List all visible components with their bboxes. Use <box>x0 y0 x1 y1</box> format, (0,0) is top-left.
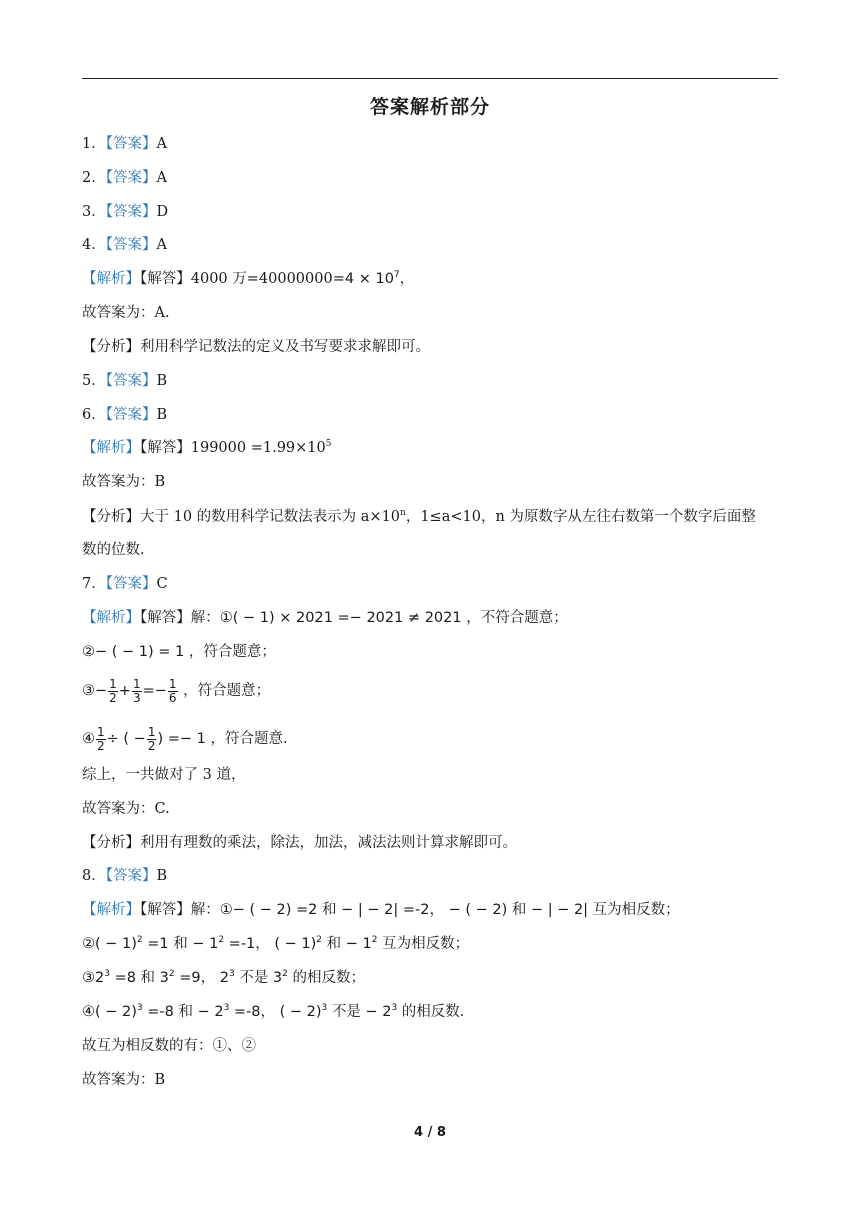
conclusion-8: 故答案为：B <box>82 1072 166 1088</box>
expr: =-1， ( − 1) <box>224 936 317 952</box>
header-rule <box>82 78 778 79</box>
answer-tag: 【答案】 <box>105 237 157 253</box>
fraction <box>168 678 178 705</box>
answer-value: A <box>156 237 167 253</box>
equation-3-part: ③− <box>82 683 108 699</box>
expr: 互为相反数； <box>377 936 470 952</box>
note-7: 【分析】利用有理数的乘法，除法，加法，减法法则计算求解即可。 <box>82 835 517 851</box>
expr: 和 − 1 <box>322 936 372 952</box>
expr: ④( − 2) <box>82 1004 137 1020</box>
solution-7-item3 <box>82 676 270 706</box>
answer-tag: 【答案】 <box>105 868 157 884</box>
expr: =8 和 3 <box>109 970 169 986</box>
summary-7: 综上，一共做对了 3 道， <box>82 767 246 783</box>
answer-4 <box>82 235 167 255</box>
fraction <box>147 726 157 753</box>
exponent: 2 <box>136 935 143 945</box>
numerator: 1 <box>168 676 177 691</box>
answer-tag: 【答案】 <box>105 576 157 592</box>
exponent: 7 <box>393 270 400 280</box>
answer-value: A <box>156 170 167 186</box>
answer-tag: 【答案】 <box>105 170 157 186</box>
conclusion-7: 故答案为：C. <box>82 801 170 817</box>
solution-label: 【解答】 <box>140 440 191 456</box>
denominator: 6 <box>168 690 177 705</box>
exponent: 2 <box>168 969 175 979</box>
answer-value: C <box>156 576 168 592</box>
answer-value: B <box>156 373 168 389</box>
equation-4-part: ÷ ( − <box>106 731 146 747</box>
expr: 不是 3 <box>234 970 283 986</box>
exponent: n <box>400 508 406 518</box>
solution-8-line3 <box>82 968 365 988</box>
solution-label: 【解答】 <box>140 902 191 918</box>
fraction <box>108 678 118 705</box>
solution-4 <box>82 269 414 289</box>
denominator: 2 <box>97 738 105 753</box>
equation-3-part: + <box>118 683 131 699</box>
expr: 不是 − 2 <box>327 1004 392 1020</box>
note-4: 【分析】利用科学记数法的定义及书写要求求解即可。 <box>82 339 430 355</box>
expr: =-8 和 − 2 <box>142 1004 224 1020</box>
result-8: 故互为相反数的有：①、② <box>82 1038 256 1054</box>
analysis-tag: 【解析】 <box>82 271 140 287</box>
verdict-4: ，符合题意. <box>205 731 288 747</box>
verdict-2: ，符合题意； <box>184 644 276 660</box>
answer-tag: 【答案】 <box>105 407 157 423</box>
exponent: 3 <box>104 969 110 979</box>
answer-value: B <box>156 407 168 423</box>
answer-value: D <box>156 204 169 220</box>
question-number: 8． <box>82 868 106 884</box>
expr: 的相反数； <box>287 970 365 986</box>
question-number: 1． <box>82 136 106 152</box>
expr: =1 和 − 1 <box>142 936 219 952</box>
question-number: 4． <box>82 237 106 253</box>
verdict-3: ，符合题意； <box>178 683 271 699</box>
analysis-tag: 【解析】 <box>82 610 140 626</box>
expr: =9， 2 <box>174 970 229 986</box>
answer-5 <box>82 371 167 391</box>
conclusion-6: 故答案为：B <box>82 474 166 490</box>
exponent: 3 <box>391 1003 398 1013</box>
question-number: 2． <box>82 170 106 186</box>
expr: ②( − 1) <box>82 936 137 952</box>
solution-text: 199000 =1.99×10 <box>190 440 326 456</box>
page-number: 4 / 8 <box>414 1125 446 1140</box>
answer-tag: 【答案】 <box>105 136 157 152</box>
solution-7 <box>82 608 568 628</box>
answer-value: B <box>156 868 168 884</box>
note-text: 【分析】大于 10 的数用科学记数法表示为 a×10 <box>82 509 401 525</box>
answer-7 <box>82 574 168 594</box>
note-6-cont: 数的位数. <box>82 542 145 558</box>
solution-math: 4 × 10 <box>344 271 394 287</box>
question-number: 7． <box>82 576 106 592</box>
exponent: 2 <box>218 935 225 945</box>
solution-text: 解： <box>190 610 220 626</box>
verdict-1: ，不符合题意； <box>461 610 568 626</box>
denominator: 3 <box>132 690 141 705</box>
question-number: 3． <box>82 204 106 220</box>
solution-line-1: 解：①− ( − 2) =2 和 − | − 2| =-2， − ( − 2) 和 − | − 2| 互为相反数； <box>190 902 680 918</box>
fraction <box>132 678 142 705</box>
fraction <box>96 726 106 753</box>
note-text: ，1≤a<10，n 为原数字从左往右数第一个数字后面整 <box>405 509 756 525</box>
answer-value: A <box>156 136 167 152</box>
solution-label: 【解答】 <box>140 610 191 626</box>
answer-6 <box>82 405 167 425</box>
solution-8-line4 <box>82 1002 464 1022</box>
equation-4-part: ④ <box>82 731 95 747</box>
conclusion-4: 故答案为：A. <box>82 305 170 321</box>
equation-2: ②− ( − 1) = 1 <box>82 644 185 660</box>
answer-tag: 【答案】 <box>105 204 157 220</box>
expr: 的相反数. <box>397 1004 465 1020</box>
exponent: 3 <box>321 1003 328 1013</box>
answer-2 <box>82 168 167 188</box>
question-number: 6． <box>82 407 106 423</box>
expr: ③2 <box>82 970 105 986</box>
exponent: 3 <box>228 969 235 979</box>
numerator: 1 <box>109 676 117 691</box>
exponent: 3 <box>223 1003 230 1013</box>
numerator: 1 <box>132 676 141 691</box>
solution-end: ， <box>399 271 415 287</box>
solution-6 <box>82 438 331 458</box>
exponent: 3 <box>136 1003 143 1013</box>
numerator: 1 <box>147 724 156 739</box>
numerator: 1 <box>97 724 105 739</box>
solution-8-line2 <box>82 934 469 954</box>
equation-1: ①( − 1) × 2021 =− 2021 ≠ 2021 <box>219 610 462 626</box>
exponent: 5 <box>325 439 332 449</box>
answer-tag: 【答案】 <box>105 373 157 389</box>
exponent: 2 <box>371 935 378 945</box>
denominator: 2 <box>147 738 156 753</box>
solution-7-item2 <box>82 642 276 662</box>
solution-7-item4 <box>82 724 288 754</box>
page-title: 答案解析部分 <box>369 96 490 118</box>
note-6 <box>82 507 756 527</box>
question-number: 5． <box>82 373 106 389</box>
solution-label: 【解答】 <box>140 271 191 287</box>
solution-8 <box>82 900 680 920</box>
exponent: 2 <box>282 969 288 979</box>
denominator: 2 <box>109 690 117 705</box>
expr: =-8， ( − 2) <box>229 1004 322 1020</box>
answer-3 <box>82 202 168 222</box>
analysis-tag: 【解析】 <box>82 902 140 918</box>
analysis-tag: 【解析】 <box>82 440 140 456</box>
solution-text: 4000 万=40000000= <box>190 271 345 287</box>
equation-4-part: ) =− 1 <box>157 731 206 747</box>
answer-8 <box>82 866 167 886</box>
answer-1 <box>82 134 167 154</box>
equation-3-part: =− <box>142 683 167 699</box>
exponent: 2 <box>316 935 323 945</box>
